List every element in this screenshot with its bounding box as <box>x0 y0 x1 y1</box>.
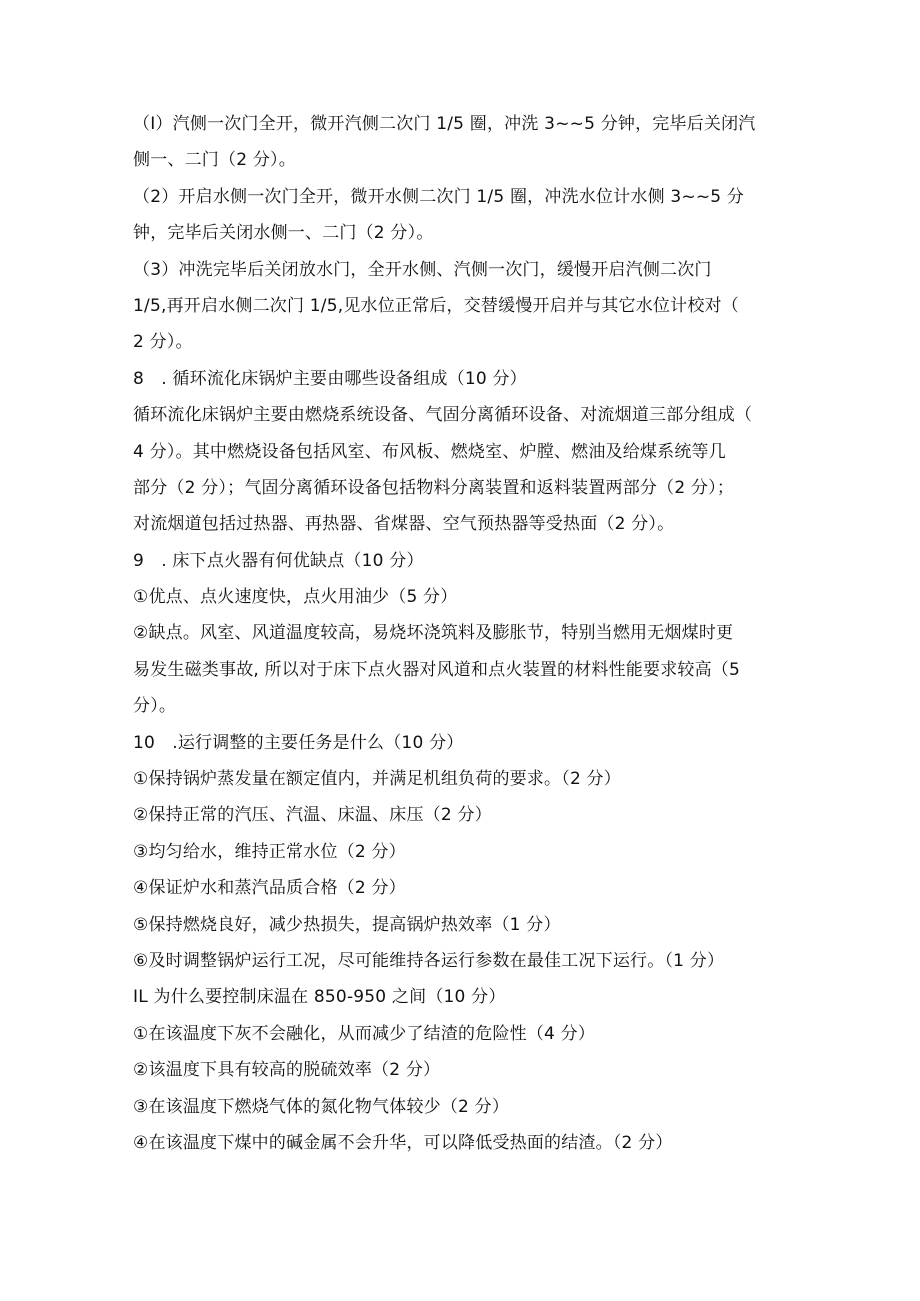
question-heading: 10 .运行调整的主要任务是什么（10 分） <box>133 732 464 753</box>
text-line: 易发生磁类事故, 所以对于床下点火器对风道和点火装置的材料性能要求较高（5 <box>133 659 741 680</box>
text-line: ②缺点。风室、风道温度较高，易烧坏浇筑料及膨胀节，特别当燃用无烟煤时更 <box>133 623 734 644</box>
text-line: ②该温度下具有较高的脱硫效率（2 分） <box>133 1060 441 1081</box>
text-line: 部分（2 分）；气固分离循环设备包括物料分离装置和返料装置两部分（2 分）； <box>133 477 735 498</box>
question-heading: IL 为什么要控制床温在 850-950 之间（10 分） <box>133 987 506 1008</box>
text-line: 1/5,再开启水侧二次门 1/5,见水位正常后，交替缓慢开启并与其它水位计校对（ <box>133 295 739 316</box>
text-line: （2）开启水侧一次门全开，微开水侧二次门 1/5 圈，冲洗水位计水侧 3~~5 分 <box>133 186 745 207</box>
text-line: （3）冲洗完毕后关闭放水门，全开水侧、汽侧一次门，缓慢开启汽侧二次门 <box>133 259 712 280</box>
text-line: ①保持锅炉蒸发量在额定值内，并满足机组负荷的要求。（2 分） <box>133 769 621 790</box>
question-heading: 8 . 循环流化床锅炉主要由哪些设备组成（10 分） <box>133 368 527 389</box>
text-line: ④在该温度下煤中的碱金属不会升华，可以降低受热面的结渣。（2 分） <box>133 1132 673 1153</box>
text-line: ①在该温度下灰不会融化，从而减少了结渣的危险性（4 分） <box>133 1023 596 1044</box>
text-line: ①优点、点火速度快，点火用油少（5 分） <box>133 587 458 608</box>
text-line: 侧一、二门（2 分）。 <box>133 150 296 171</box>
text-line: ④保证炉水和蒸汽品质合格（2 分） <box>133 878 406 899</box>
text-line: ③在该温度下燃烧气体的氮化物气体较少（2 分） <box>133 1096 510 1117</box>
text-line: ③均匀给水，维持正常水位（2 分） <box>133 841 406 862</box>
text-line: 4 分）。其中燃烧设备包括风室、布风板、燃烧室、炉膛、燃油及给煤系统等几 <box>133 441 726 462</box>
text-line: ⑤保持燃烧良好，减少热损失，提高锅炉热效率（1 分） <box>133 914 561 935</box>
text-line: ⑥及时调整锅炉运行工况，尽可能维持各运行参数在最佳工况下运行。（1 分） <box>133 950 725 971</box>
text-line: 钟，完毕后关闭水侧一、二门（2 分）。 <box>133 223 434 244</box>
text-line: 对流烟道包括过热器、再热器、省煤器、空气预热器等受热面（2 分）。 <box>133 514 675 535</box>
document-body <box>133 112 793 1167</box>
text-line: 分）。 <box>133 696 177 717</box>
text-line: 2 分）。 <box>133 332 193 353</box>
text-line: ②保持正常的汽压、汽温、床温、床压（2 分） <box>133 805 492 826</box>
text-line: 循环流化床锅炉主要由燃烧系统设备、气固分离循环设备、对流烟道三部分组成（ <box>133 405 753 426</box>
text-line: （I）汽侧一次门全开，微开汽侧二次门 1/5 圈，冲洗 3~~5 分钟，完毕后关闭汽 <box>133 114 756 134</box>
question-heading: 9 . 床下点火器有何优缺点（10 分） <box>133 550 424 571</box>
